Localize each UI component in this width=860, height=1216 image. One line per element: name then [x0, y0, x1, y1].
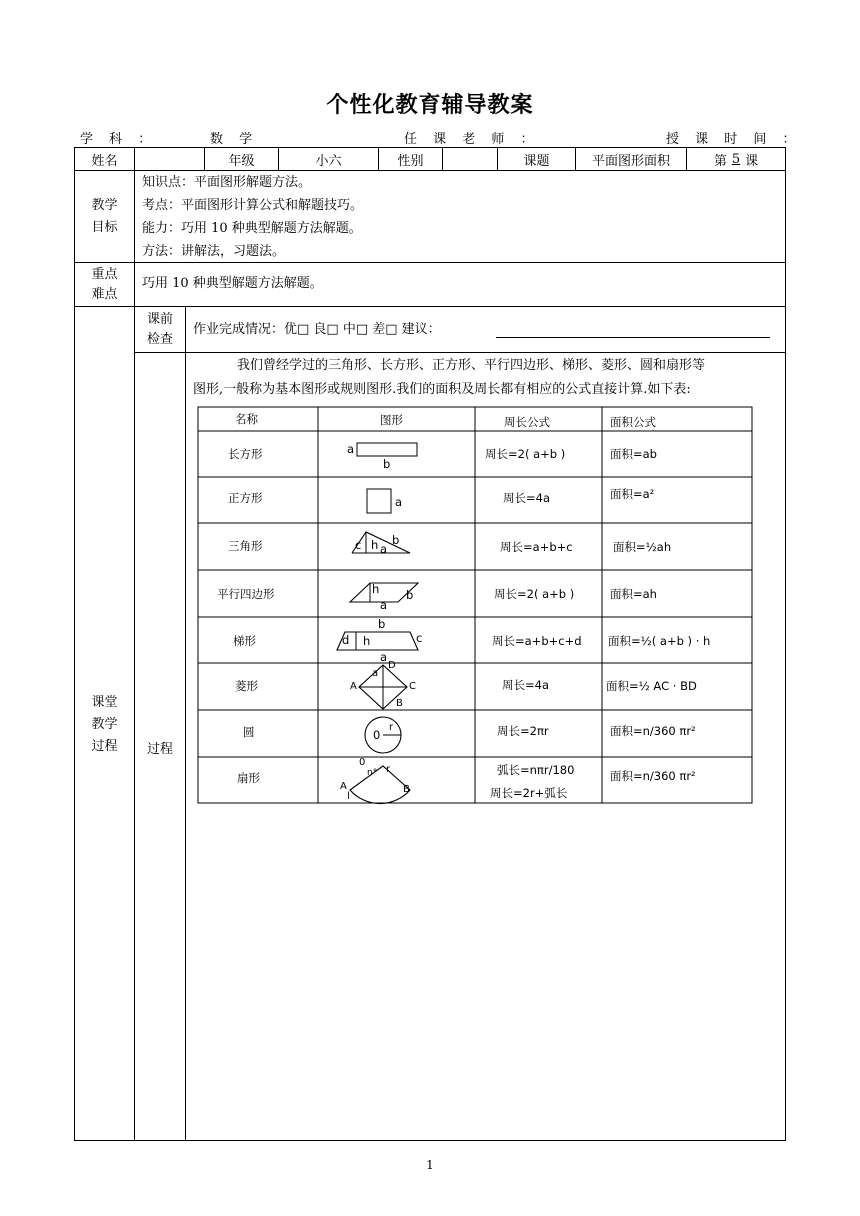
goal-ability: 能力：巧用 10 种典型解题方法解题。	[142, 221, 362, 236]
keypoints-label-line1: 重点	[91, 266, 118, 282]
process-label-line1: 课堂	[91, 695, 118, 710]
area-formula: 面积=½ AC · BD	[606, 679, 697, 693]
lesson-prefix: 第	[713, 153, 727, 169]
figure-label: c	[355, 538, 362, 552]
figure-label: h	[363, 634, 371, 648]
row-name: 长方形	[228, 447, 263, 461]
row-name: 平行四边形	[217, 587, 275, 601]
area-formula: 面积=a²	[610, 487, 655, 501]
goals-label-line1: 教学	[91, 197, 118, 213]
keypoints-label-line2: 难点	[91, 286, 118, 302]
row-name: 菱形	[235, 679, 258, 693]
figure-label: C	[409, 681, 416, 692]
col-header-figure: 图形	[380, 413, 403, 427]
page-title: 个性化教育辅导教案	[326, 93, 534, 118]
col-header-name: 名称	[235, 412, 258, 426]
topic-label: 课题	[523, 153, 550, 169]
sector-shape	[350, 766, 410, 804]
area-formula: 面积=½ah	[613, 540, 672, 554]
time-label: 授 课 时 间 ：	[666, 132, 802, 147]
figure-label: a	[395, 495, 403, 509]
row-name: 三角形	[228, 539, 263, 553]
intro-line-2: 图形,一般称为基本图形或规则图形.我们的面积及周长都有相应的公式直接计算.如下表:	[193, 382, 691, 397]
keypoints-text: 巧用 10 种典型解题方法解题。	[142, 276, 323, 291]
process-label-line3: 过程	[91, 739, 118, 754]
figure-label: 0	[359, 757, 366, 768]
intro-line-1: 我们曾经学过的三角形、长方形、正方形、平行四边形、梯形、菱形、圆和扇形等	[237, 358, 706, 373]
row-name: 梯形	[233, 634, 256, 648]
rectangle-shape	[357, 443, 417, 456]
goals-label-line2: 目标	[91, 219, 118, 235]
lesson-number: 5	[731, 151, 741, 167]
square-shape	[367, 489, 391, 513]
figure-label: b	[378, 617, 386, 631]
figure-label: a	[380, 650, 388, 664]
perimeter-formula: 周长=a+b+c	[500, 540, 573, 554]
figure-label: a	[347, 442, 355, 456]
figure-label: r	[389, 722, 394, 733]
name-label: 姓名	[91, 153, 118, 169]
perimeter-formula: 周长=4a	[503, 491, 550, 505]
area-formula: 面积=½( a+b ) · h	[608, 634, 711, 648]
figure-label: D	[388, 660, 396, 671]
figure-label: A	[350, 681, 357, 692]
area-formula: 面积=n/360 πr²	[610, 769, 696, 783]
lesson-suffix: 课	[745, 153, 759, 169]
row-name: 圆	[243, 725, 255, 739]
figure-label: a	[372, 668, 379, 679]
perimeter-formula: 周长=2( a+b )	[494, 587, 575, 601]
figure-label: 0	[373, 728, 381, 742]
process-label: 过程	[146, 741, 173, 757]
row-name: 扇形	[237, 771, 260, 785]
figure-label: h	[371, 538, 379, 552]
area-formula: 面积=n/360 πr²	[610, 724, 696, 738]
arc-length-formula: 弧长=nπr/180	[497, 763, 575, 777]
figure-label: b	[406, 588, 414, 602]
area-formula: 面积=ab	[610, 447, 657, 461]
page-number: 1	[426, 1158, 434, 1172]
area-formula: 面积=ah	[610, 587, 657, 601]
figure-label: A	[340, 781, 347, 792]
goal-exam: 考点：平面图形计算公式和解题技巧。	[142, 198, 364, 213]
figure-label: d	[342, 633, 350, 647]
figure-label: l	[347, 791, 350, 802]
row-name: 正方形	[228, 491, 263, 505]
figure-label: B	[396, 698, 403, 709]
figure-label: h	[372, 582, 380, 596]
precheck-label-line1: 课前	[146, 311, 173, 327]
figure-label: r	[386, 764, 391, 775]
figure-label: b	[392, 533, 400, 547]
precheck-label-line2: 检查	[146, 331, 173, 347]
figure-label: c	[416, 631, 423, 645]
perimeter-formula: 周长=2( a+b )	[485, 447, 566, 461]
figure-label: n°	[367, 768, 378, 778]
goal-method: 方法：讲解法，习题法。	[142, 244, 286, 259]
subject-label: 学 科 ：	[80, 132, 158, 147]
figure-label: a	[380, 542, 388, 556]
figure-label: a	[380, 598, 388, 612]
teacher-label: 任 课 老 师 ：	[404, 132, 540, 147]
col-header-perimeter: 周长公式	[504, 415, 550, 429]
col-header-area: 面积公式	[610, 415, 656, 429]
perimeter-formula: 周长=4a	[502, 678, 549, 692]
perimeter-formula: 周长=2πr	[497, 724, 549, 738]
subject-value: 数 学	[210, 132, 259, 147]
homework-status: 作业完成情况：优□ 良□ 中□ 差□ 建议：	[193, 322, 441, 337]
grade-value: 小六	[315, 153, 342, 169]
goal-knowledge: 知识点：平面图形解题方法。	[142, 175, 312, 190]
figure-label: b	[383, 457, 391, 471]
perimeter-formula: 周长=a+b+c+d	[492, 634, 582, 648]
perimeter-formula: 周长=2r+弧长	[490, 786, 568, 800]
grade-label: 年级	[228, 153, 255, 169]
figure-label: B	[403, 784, 410, 795]
process-label-line2: 教学	[91, 717, 118, 732]
gender-label: 性别	[397, 153, 424, 169]
topic-value: 平面图形面积	[591, 153, 670, 169]
